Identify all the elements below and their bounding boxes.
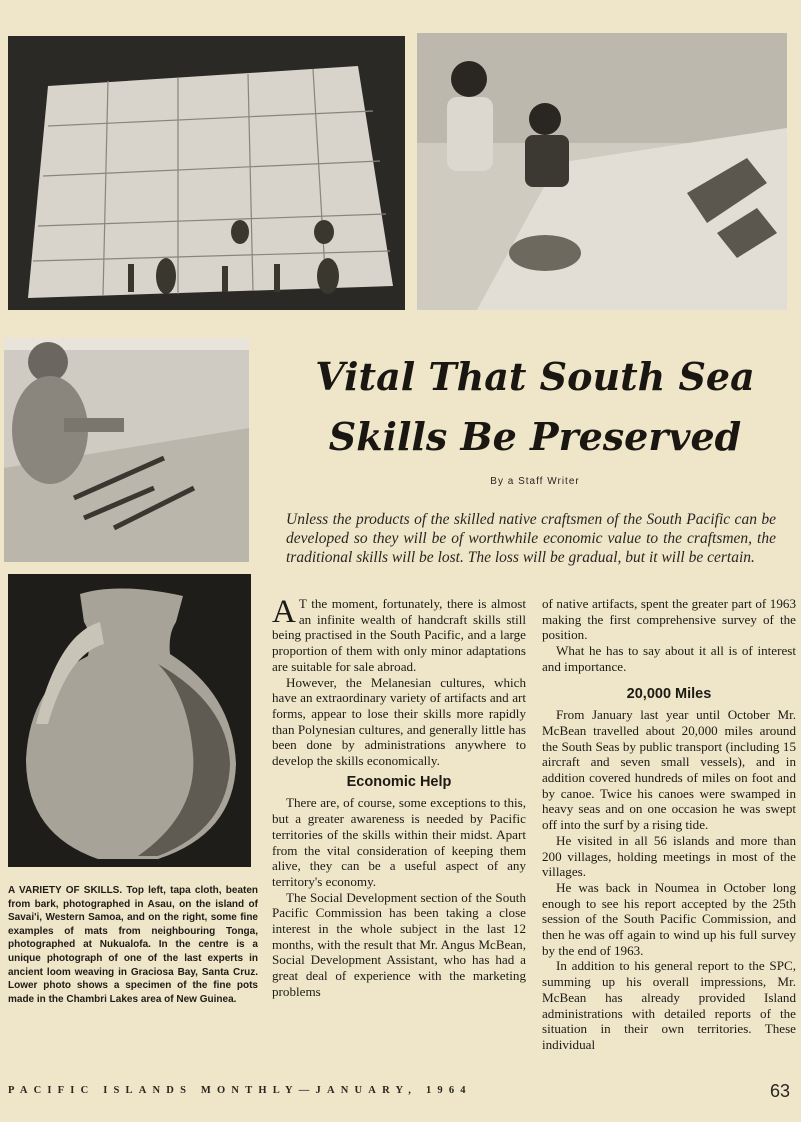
running-title: PACIFIC ISLANDS MONTHLY—JANUARY, 1964 — [8, 1085, 472, 1096]
paragraph: In addition to his general report to the SPC, summing up his overall impressions, Mr. McBean has already provided Island administrations with detailed reports of the situation in their own territories. These individual — [542, 958, 796, 1052]
paragraph: What he has to say about it all is of interest and importance. — [542, 643, 796, 674]
tapa-cloth-photo — [8, 36, 405, 310]
page-number: 63 — [769, 1081, 790, 1101]
article-column-1 — [272, 596, 526, 1000]
paragraph: A T the moment, fortunately, there is almost an infinite wealth of handcraft skills still being practised in the South Pacific, and a large proportion of them with only minor adaptations are suitable for sale abroad. — [272, 594, 526, 674]
paragraph: He visited in all 56 islands and more than 200 villages, holding meetings in most of the villages. — [542, 832, 796, 880]
article-intro: Unless the products of the skilled native craftsmen of the South Pacific can be developed so they will be of worthwhile economic value to the craftsmen, the traditional skills will be lost. The loss will be gradual, but it will be certain. — [286, 511, 776, 566]
caption-lead: A VARIETY OF SKILLS. — [8, 885, 123, 896]
subheading-20000-miles: 20,000 Miles — [626, 685, 712, 702]
subheading-economic-help: Economic Help — [346, 773, 452, 790]
page-footer — [8, 1081, 794, 1103]
tonga-mats-photo — [417, 33, 787, 310]
paragraph: However, the Melanesian cultures, which have an extraordinary variety of artifacts and art forms, appear to lose their skills more rapidly than Polynesian cultures, and generally little has been done by administrations anywhere to develop the skills economically. — [272, 674, 526, 769]
paragraph: The Social Development section of the South Pacific Commission has been taking a close interest in the whole subject in the last 12 months, with the result that Mr. Angus McBean, Social Development Assistant, who has had a great deal of experience with the marketing problems — [272, 889, 526, 999]
paragraph: There are, of course, some exceptions to this, but a greater awareness is needed by Pacific territories of the skills within their midst. Apart from the vital consideration of keeping them alive, they can be a useful aspect of any territory's economy. — [272, 795, 526, 889]
article-headline-line2: Skills Be Preserved — [328, 414, 742, 459]
article-column-2 — [542, 596, 796, 1053]
article-headline-line1: Vital That South Sea — [315, 354, 755, 399]
drop-cap: A — [272, 594, 296, 630]
paragraph: of native artifacts, spent the greater part of 1963 making the first comprehensive survey of the position. — [542, 596, 796, 643]
loom-weaver-photo — [4, 338, 249, 562]
paragraph: He was back in Noumea in October long enough to see his report accepted by the 25th session of the South Pacific Commission, and then he was off again to wind up his full survey by the end of 1963. — [542, 879, 796, 958]
caption-text: Top left, tapa cloth, beaten from bark, photographed in Asau, on the island of Savai'i, Western Samoa, and on the right, some fine examples of mats from neighbouring Tonga, photographed at Nukualofa. In the centre is a unique photograph of one of the last experts in ancient loom weaving in Graciosa Bay, Santa Cruz. Lower photo shows a specimen of the fine pots made in the Chambri Lakes area of New Guinea. — [8, 885, 259, 1005]
chambri-pot-photo — [8, 574, 251, 867]
byline: By a Staff Writer — [490, 476, 580, 487]
paragraph: From January last year until October Mr. McBean travelled about 20,000 miles around the South Seas by public transport (including 15 aircraft and seven small vessels), and in addition covered hundreds of miles on foot and by canoe. Twice his canoes were swamped in heavy seas and on one occasion he was swept off into the surf by a rising tide. — [542, 707, 796, 833]
photo-caption — [8, 884, 258, 1006]
